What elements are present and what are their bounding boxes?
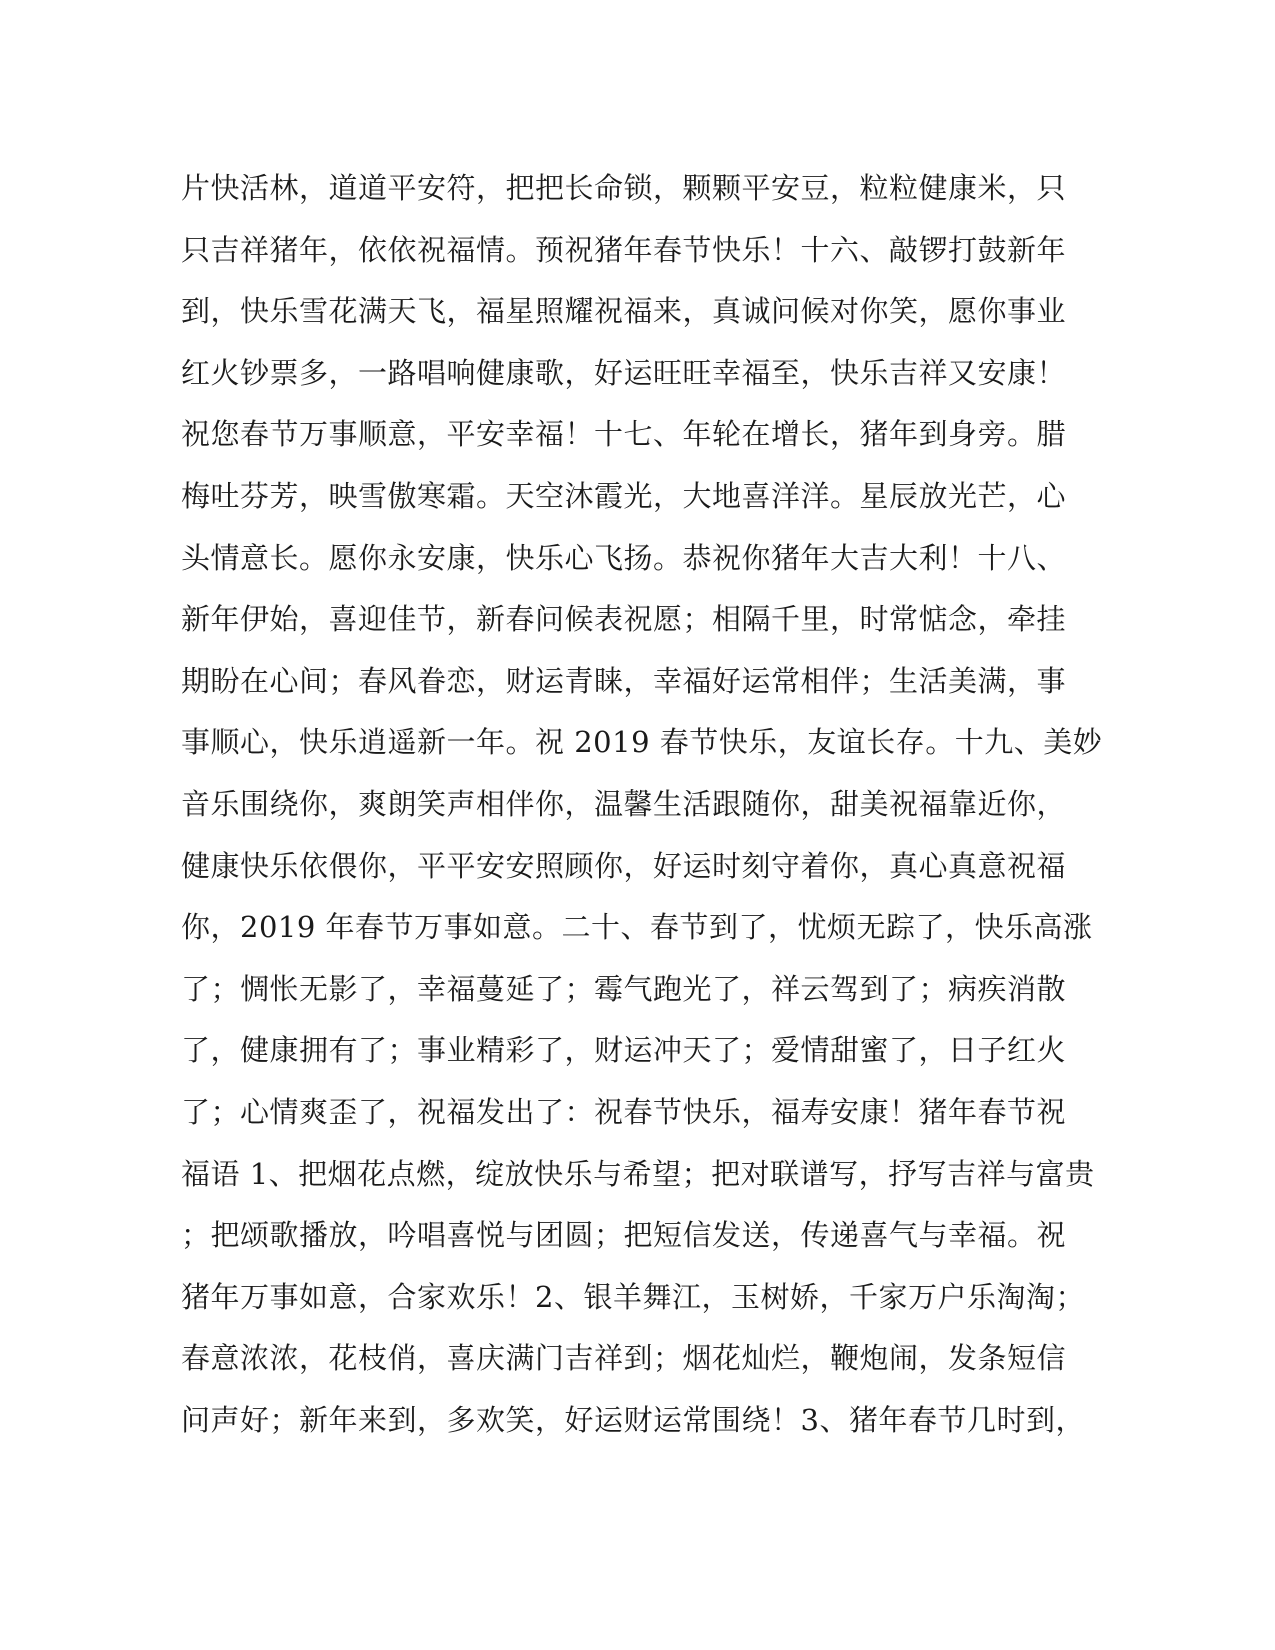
- text-line: 了；惆怅无影了，幸福蔓延了；霉气跑光了，祥云驾到了；病疾消散: [181, 971, 1067, 1006]
- text-line: 头情意长。愿你永安康，快乐心飞扬。恭祝你猪年大吉大利！十八、: [181, 540, 1067, 575]
- text-line: 福语 1、把烟花点燃，绽放快乐与希望；把对联谱写，抒写吉祥与富贵: [181, 1156, 1095, 1191]
- text-line: 猪年万事如意，合家欢乐！2、银羊舞江，玉树娇，千家万户乐淘淘；: [181, 1279, 1085, 1314]
- text-line: 问声好；新年来到，多欢笑，好运财运常围绕！3、猪年春节几时到，: [181, 1402, 1085, 1437]
- text-line: 片快活林，道道平安符，把把长命锁，颗颗平安豆，粒粒健康米，只: [181, 171, 1067, 205]
- body-text: [181, 158, 1103, 1451]
- text-line: 到，快乐雪花满天飞，福星照耀祝福来，真诚问候对你笑，愿你事业: [181, 294, 1067, 329]
- text-line: 期盼在心间；春风眷恋，财运青睐，幸福好运常相伴；生活美满，事: [181, 663, 1067, 698]
- text-line: 红火钞票多，一路唱响健康歌，好运旺旺幸福至，快乐吉祥又安康！: [181, 355, 1067, 390]
- text-line: 新年伊始，喜迎佳节，新春问候表祝愿；相隔千里，时常惦念，牵挂: [181, 602, 1067, 637]
- text-line: 春意浓浓，花枝俏，喜庆满门吉祥到；烟花灿烂，鞭炮闹，发条短信: [181, 1341, 1067, 1376]
- text-line: 只吉祥猪年，依依祝福情。预祝猪年春节快乐！十六、敲锣打鼓新年: [181, 232, 1067, 267]
- text-line: 祝您春节万事顺意，平安幸福！十七、年轮在增长，猪年到身旁。腊: [181, 417, 1067, 452]
- text-line: 音乐围绕你，爽朗笑声相伴你，温馨生活跟随你，甜美祝福靠近你，: [181, 786, 1067, 821]
- text-line: 事顺心，快乐逍遥新一年。祝 2019 春节快乐，友谊长存。十九、美妙: [181, 725, 1103, 760]
- text-line: 健康快乐依偎你，平平安安照顾你，好运时刻守着你，真心真意祝福: [181, 848, 1067, 883]
- text-line: 你，2019 年春节万事如意。二十、春节到了，忧烦无踪了，快乐高涨: [181, 910, 1093, 945]
- text-line: 梅吐芬芳，映雪傲寒霜。天空沐霞光，大地喜洋洋。星辰放光芒，心: [181, 478, 1067, 513]
- text-line: ；把颂歌播放，吟唱喜悦与团圆；把短信发送，传递喜气与幸福。祝: [181, 1218, 1067, 1253]
- text-line: 了，健康拥有了；事业精彩了，财运冲天了；爱情甜蜜了，日子红火: [181, 1033, 1067, 1068]
- text-line: 了；心情爽歪了，祝福发出了：祝春节快乐，福寿安康！猪年春节祝: [181, 1094, 1067, 1129]
